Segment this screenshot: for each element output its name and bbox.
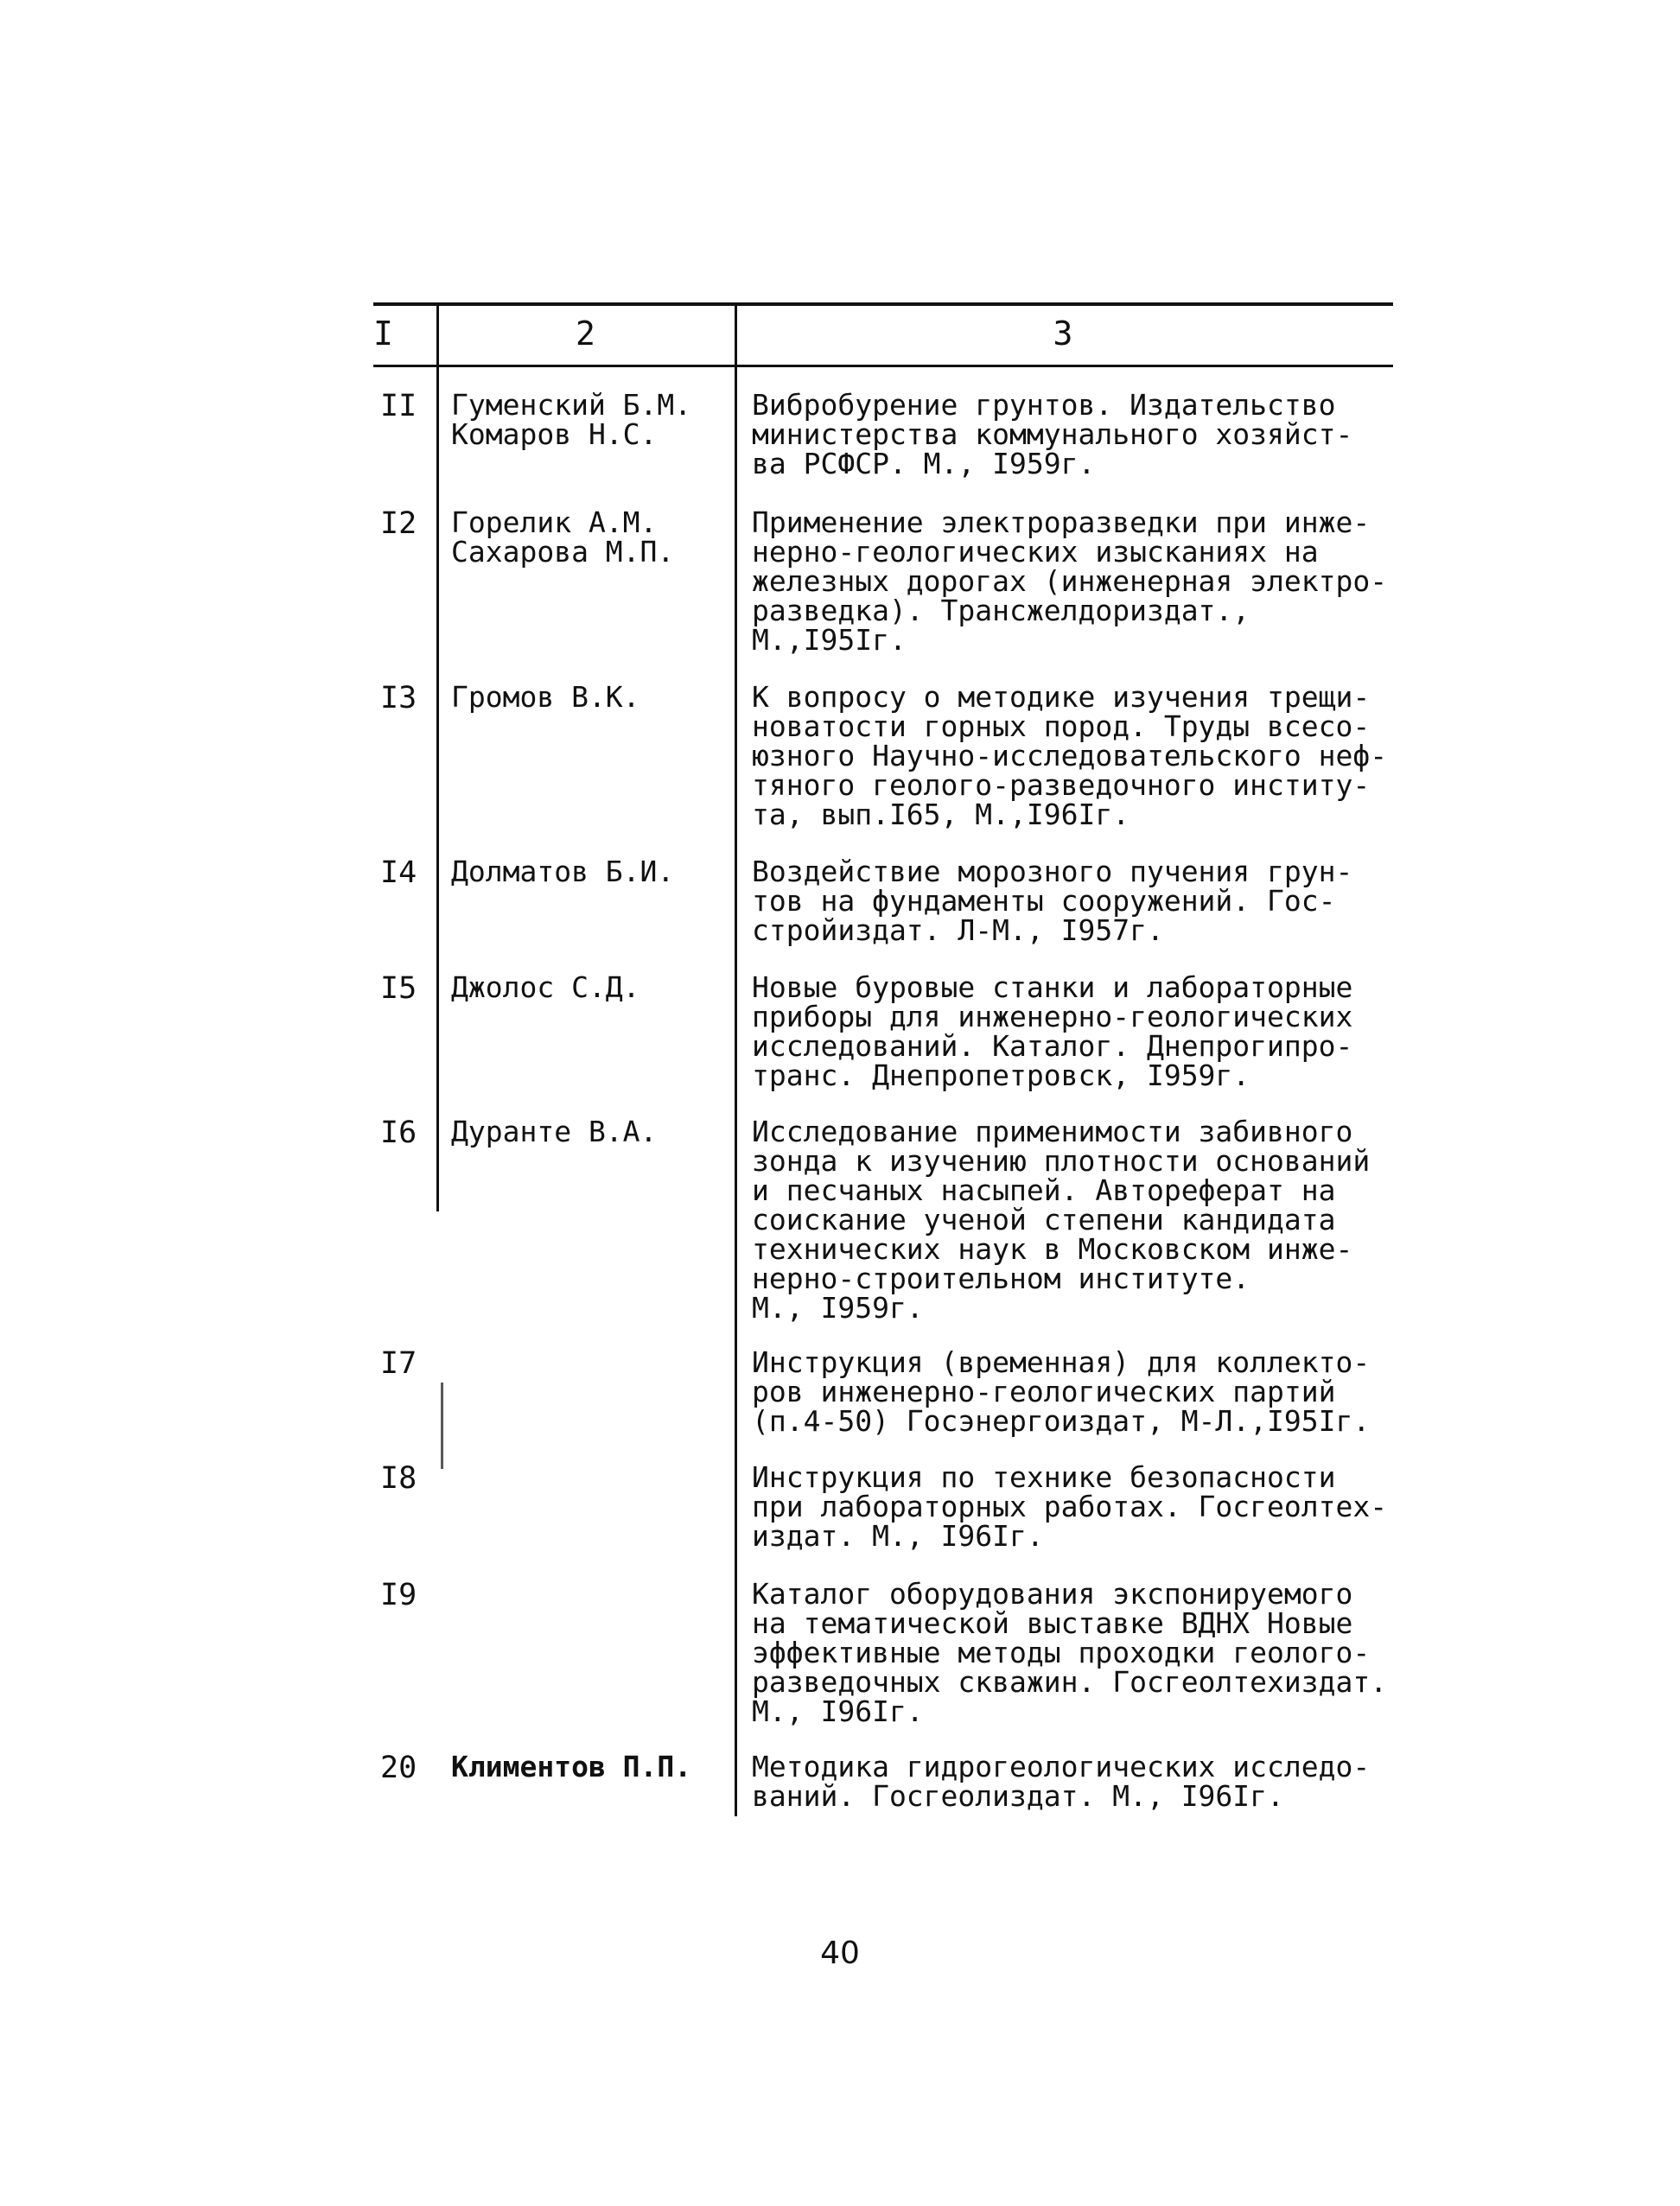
row-number: 20 (380, 1751, 417, 1785)
row-number: I7 (380, 1346, 417, 1381)
column-divider-1 (436, 304, 439, 1211)
row-number: I2 (380, 506, 417, 541)
table-header-rule (373, 365, 1393, 367)
row-title: Вибробурение грунтов. Издательство министерства коммунального хозяйст- ва РСФСР. М., I959г. (752, 388, 1353, 480)
row-title: Каталог оборудования экспонируемого на тематической выставке ВДНХ Новые эффективные методы проходки геолого- разведочных скважин. Госгеолтехиздат. М., I96Iг. (752, 1577, 1388, 1728)
row-title: Исследование применимости забивного зонда к изучению плотности оснований и песчаных насыпей. Автореферат на соискание ученой степени кандидата технических наук в Московском инже- нерно-строительном институте. М., I959г. (752, 1115, 1371, 1325)
row-number: I9 (380, 1578, 417, 1612)
column-divider-2 (735, 304, 737, 1816)
row-author: Долматов Б.И. (451, 855, 675, 888)
page-number: 40 (820, 1936, 860, 1971)
table-top-rule (373, 302, 1393, 306)
row-author: Джолос С.Д. (451, 970, 640, 1004)
row-number: I8 (380, 1461, 417, 1496)
column-divider-1-fragment (441, 1383, 443, 1469)
row-number: I6 (380, 1116, 417, 1150)
column-header-title: 3 (1053, 315, 1073, 353)
row-number: I3 (380, 681, 417, 715)
row-title: Новые буровые станки и лабораторные приборы для инженерно-геологических исследований. Каталог. Днепрогипро- транс. Днепропетровск, I959г. (752, 970, 1353, 1092)
row-title: Применение электроразведки при инже- нерно-геологических изысканиях на железных дорогах (инженерная электро- разведка). Трансжелдориздат., М.,I95Iг. (752, 505, 1388, 657)
row-number: I4 (380, 855, 417, 890)
row-author: Климентов П.П. (451, 1750, 692, 1783)
row-number: II (380, 389, 417, 423)
row-number: I5 (380, 971, 417, 1006)
row-author: Дуранте В.А. (451, 1115, 658, 1148)
row-title: К вопросу о методике изучения трещи- новатости горных пород. Труды всесо- юзного Научно-исследовательского неф- тяного геолого-разведочного институ- та, вып.I65, М.,I96Iг. (752, 680, 1388, 831)
column-header-author: 2 (576, 315, 595, 353)
row-author: Гуменский Б.М. Комаров Н.С. (451, 388, 692, 451)
row-author: Громов В.К. (451, 680, 640, 714)
row-author: Горелик А.М. Сахарова М.П. (451, 505, 675, 569)
row-title: Инструкция (временная) для коллекто- ров инженерно-геологических партий (п.4-50) Госэнергоиздат, М-Л.,I95Iг. (752, 1345, 1371, 1438)
row-title: Инструкция по технике безопасности при лабораторных работах. Госгеолтех- издат. М., I96Iг. (752, 1460, 1388, 1553)
row-title: Воздействие морозного пучения грун- тов на фундаменты сооружений. Гос- стройиздат. Л-М., I957г. (752, 855, 1353, 947)
row-title: Методика гидрогеологических исследо- ваний. Госгеолиздат. М., I96Iг. (752, 1750, 1371, 1813)
column-header-number: I (373, 315, 393, 353)
